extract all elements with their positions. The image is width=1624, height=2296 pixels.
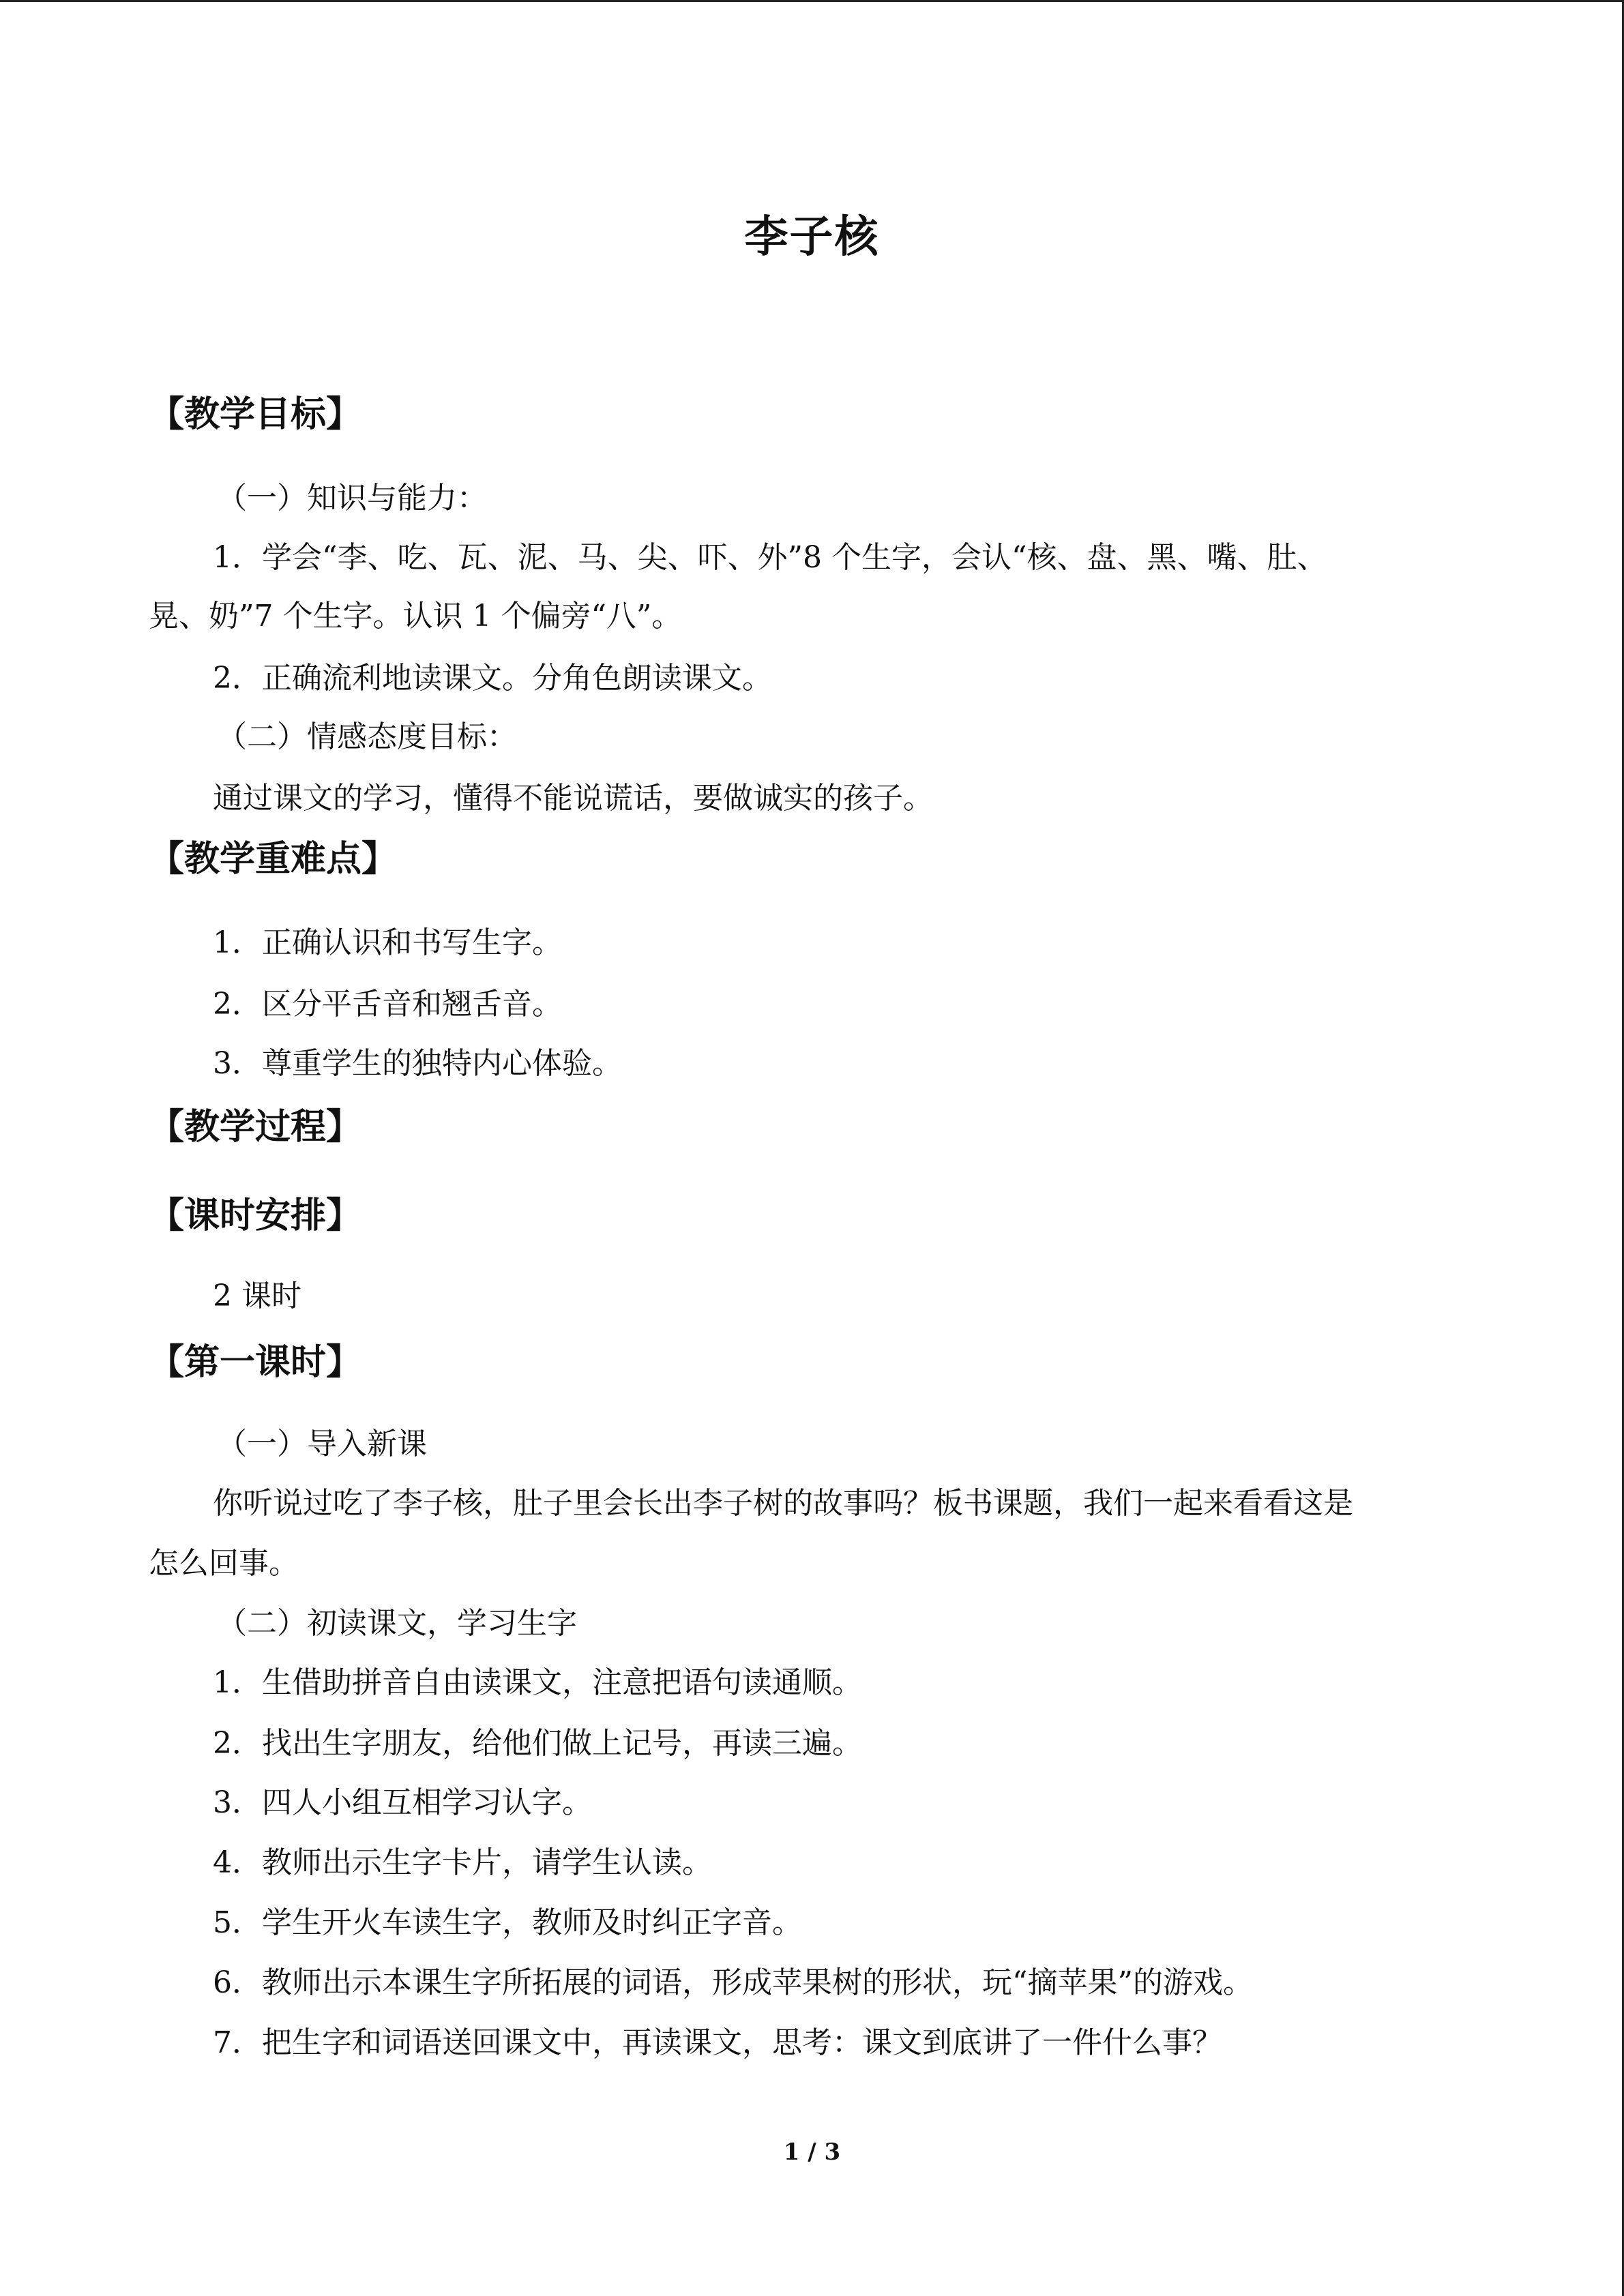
lesson1-paragraph-line-1: 你听说过吃了李子核，肚子里会长出李子树的故事吗？板书课题，我们一起来看看这是 bbox=[213, 1486, 1353, 1521]
lesson1-subheading-intro: （一）导入新课 bbox=[217, 1427, 427, 1461]
page-indicator: 1 / 3 bbox=[783, 2138, 841, 2166]
lesson1-subheading-reading: （二）初读课文，学习生字 bbox=[217, 1606, 577, 1641]
section-heading-schedule: 【课时安排】 bbox=[149, 1195, 362, 1236]
section-heading-process: 【教学过程】 bbox=[149, 1107, 362, 1148]
section-heading-objectives: 【教学目标】 bbox=[149, 394, 362, 435]
document-title: 李子核 bbox=[744, 212, 880, 263]
lesson1-step-6: 6．教师出示本课生字所拓展的词语，形成苹果树的形状，玩“摘苹果”的游戏。 bbox=[213, 1965, 1253, 2000]
lesson1-step-7: 7．把生字和词语送回课文中，再读课文，思考：课文到底讲了一件什么事？ bbox=[213, 2025, 1222, 2060]
lesson1-step-4: 4．教师出示生字卡片，请学生认读。 bbox=[213, 1845, 712, 1880]
schedule-text: 2 课时 bbox=[213, 1279, 301, 1313]
section-heading-lesson-1: 【第一课时】 bbox=[149, 1342, 362, 1383]
difficulties-item-1: 1．正确认识和书写生字。 bbox=[213, 925, 562, 960]
lesson1-step-5: 5．学生开火车读生字，教师及时纠正字音。 bbox=[213, 1905, 802, 1940]
objectives-item-1-line-1: 1．学会“李、吃、瓦、泥、马、尖、吓、外”8 个生字，会认“核、盘、黑、嘴、肚、 bbox=[213, 540, 1327, 575]
difficulties-item-2: 2．区分平舌音和翘舌音。 bbox=[213, 987, 562, 1022]
objectives-subheading-knowledge: （一）知识与能力： bbox=[217, 481, 487, 516]
lesson1-step-2: 2．找出生字朋友，给他们做上记号，再读三遍。 bbox=[213, 1726, 862, 1761]
section-heading-difficulties: 【教学重难点】 bbox=[149, 839, 398, 880]
lesson1-step-1: 1．生借助拼音自由读课文，注意把语句读通顺。 bbox=[213, 1665, 862, 1700]
lesson1-step-3: 3．四人小组互相学习认字。 bbox=[213, 1785, 592, 1820]
lesson1-paragraph-line-2: 怎么回事。 bbox=[149, 1546, 299, 1581]
objectives-item-2: 2．正确流利地读课文。分角色朗读课文。 bbox=[213, 661, 772, 696]
objectives-subheading-attitude: （二）情感态度目标： bbox=[217, 719, 517, 754]
objectives-item-1-line-2: 晃、奶”7 个生字。认识 1 个偏旁“八”。 bbox=[149, 599, 682, 633]
difficulties-item-3: 3．尊重学生的独特内心体验。 bbox=[213, 1046, 622, 1081]
objectives-paragraph: 通过课文的学习，懂得不能说谎话，要做诚实的孩子。 bbox=[213, 781, 933, 816]
